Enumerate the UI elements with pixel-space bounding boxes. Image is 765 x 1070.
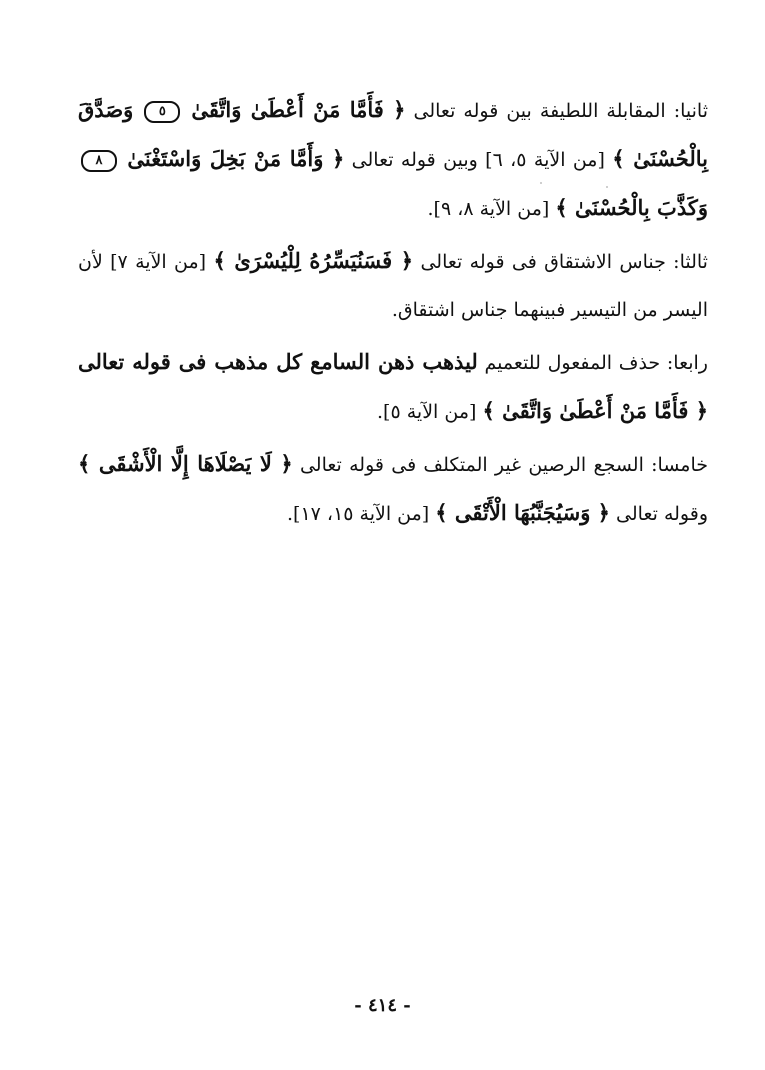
verse-number-marker: ٥ — [144, 101, 180, 123]
paragraph-lead: ثانيا: المقابلة اللطيفة بين قوله تعالى — [413, 100, 708, 122]
paragraph-fifth — [78, 440, 708, 538]
emphasized-text: ليذهب ذهن السامع كل مذهب فى قوله تعالى — [78, 349, 478, 374]
paragraph-second — [78, 86, 708, 233]
connector-text: وقوله تعالى — [616, 503, 708, 525]
paragraph-lead: رابعا: حذف المفعول للتعميم — [484, 352, 708, 374]
quran-quote: ﴿ فَأَمَّا مَنْ أَعْطَىٰ وَاتَّقَىٰ ﴾ — [482, 398, 708, 423]
verse-reference: [من الآية ٥، ٦] وبين قوله تعالى — [351, 149, 605, 171]
quran-quote: ﴿ فَأَمَّا مَنْ أَعْطَىٰ وَاتَّقَىٰ — [191, 97, 406, 122]
verse-reference: [من الآية ٨، ٩]. — [427, 198, 550, 220]
quran-quote: ﴿ فَسَنُيَسِّرُهُ لِلْيُسْرَىٰ ﴾ — [213, 248, 414, 273]
quran-quote: وَصَدَّقَ بِالْحُسْنَىٰ ﴾ — [78, 97, 708, 171]
page-number: - ٤١٤ - — [354, 995, 411, 1016]
quran-quote: ﴿ لَا يَصْلَاهَا إِلَّا الْأَشْقَى ﴾ — [78, 451, 293, 476]
verse-reference: [من الآية ١٥، ١٧]. — [287, 503, 430, 525]
paragraph-lead: خامسا: السجع الرصين غير المتكلف فى قوله تعالى — [299, 454, 708, 476]
paragraph-fourth — [78, 338, 708, 436]
page-body — [78, 86, 708, 538]
scan-speck — [606, 186, 608, 188]
paragraph-lead: ثالثا: جناس الاشتقاق فى قوله تعالى — [420, 251, 708, 273]
quran-quote: ﴿ وَسَيُجَنَّبُهَا الْأَتْقَى ﴾ — [435, 500, 610, 525]
verse-reference: [من الآية ٥]. — [377, 401, 477, 423]
scan-speck — [540, 182, 542, 184]
quran-quote: وَكَذَّبَ بِالْحُسْنَىٰ ﴾ — [555, 195, 708, 220]
verse-number-marker: ٨ — [81, 150, 117, 172]
quran-quote: ﴿ وَأَمَّا مَنْ بَخِلَ وَاسْتَغْنَىٰ — [127, 146, 345, 171]
paragraph-third — [78, 237, 708, 334]
verse-reference: [من الآية ٧] لأن اليسر من التيسير فبينهما جناس اشتقاق. — [78, 251, 708, 321]
